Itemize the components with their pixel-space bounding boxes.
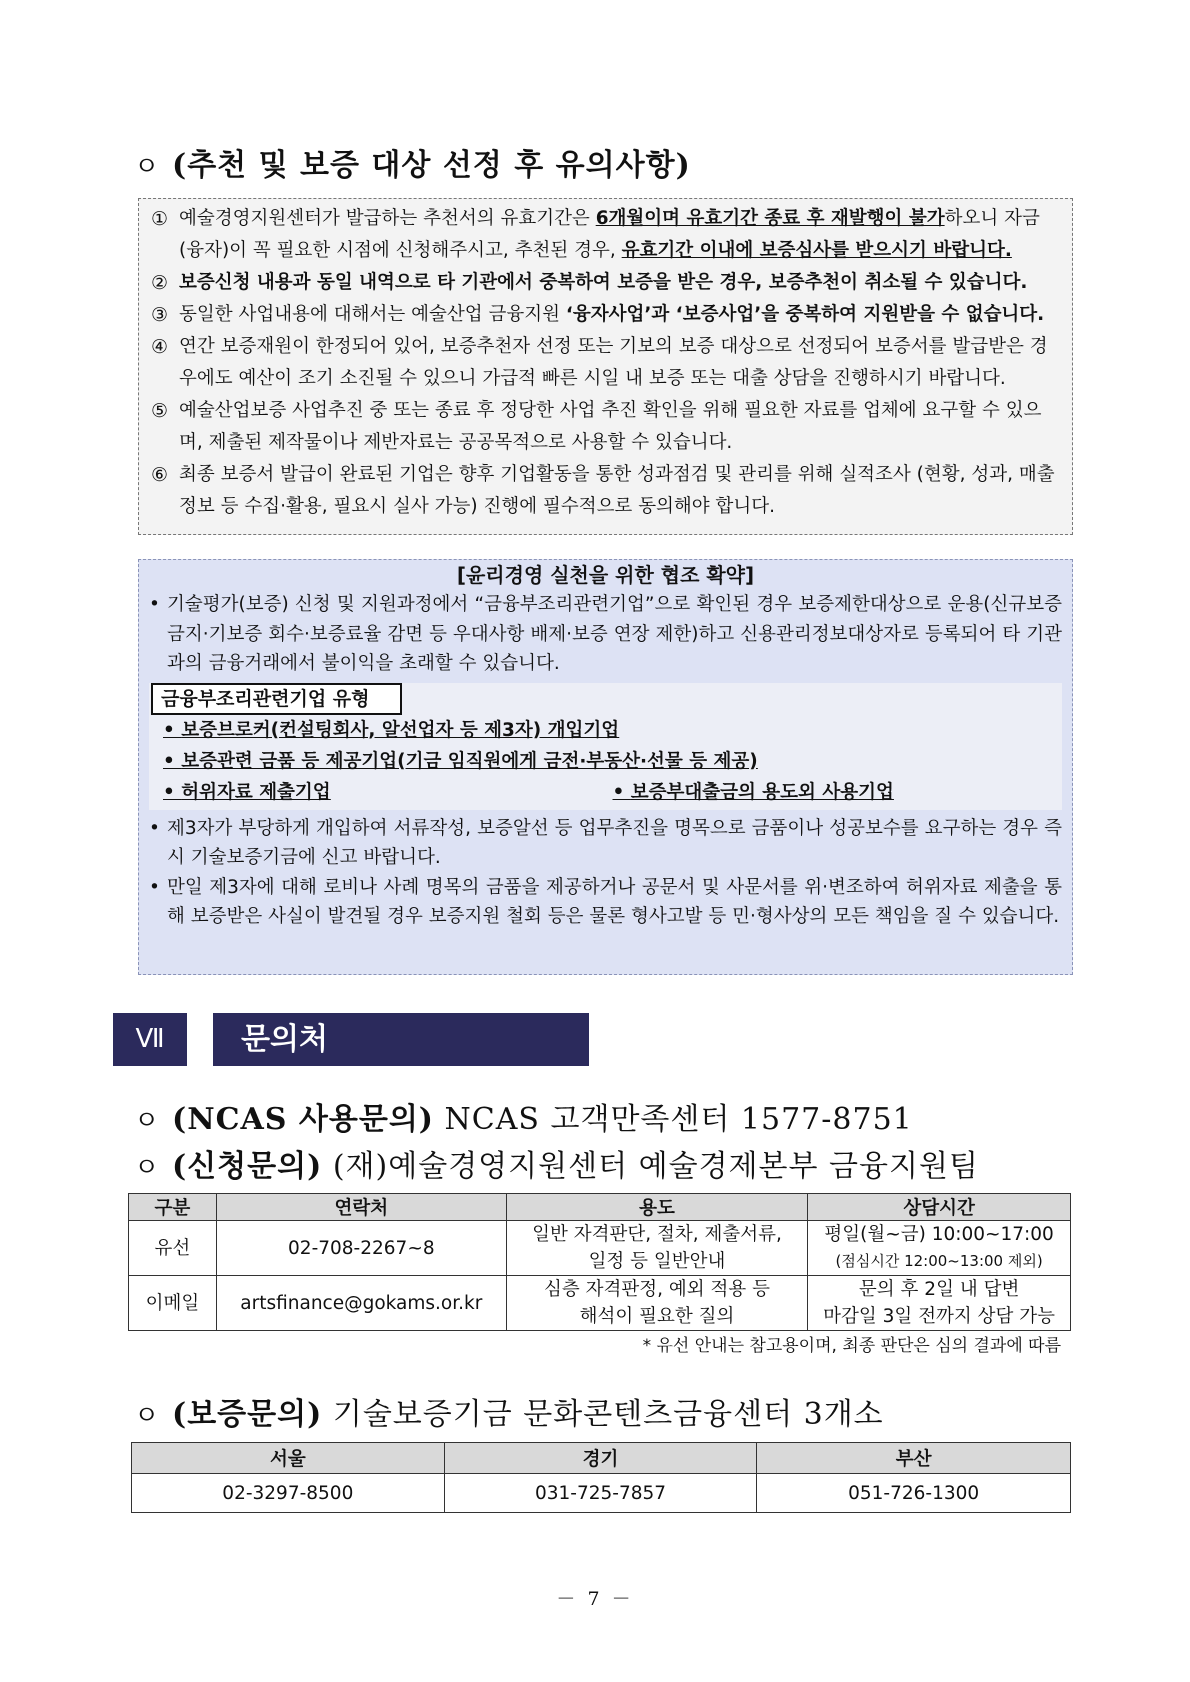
- fraud-type-text: • 보증관련 금품 등 제공기업(기금 임직원에게 금전·부동산·선물 등 제공): [163, 750, 758, 772]
- fraud-types: [149, 683, 1062, 810]
- heading-title: (추천 및 보증 대상 선정 후 유의사항): [172, 148, 691, 183]
- notice-item: [151, 203, 1062, 267]
- ethics-outro-text: 제3자가 부당하게 개입하여 서류작성, 보증알선 등 업무추진을 명목으로 금품이나 성공보수를 요구하는 경우 즉시 기술보증기금에 신고 바랍니다.: [167, 817, 1062, 868]
- contact-hours: 문의 후 2일 내 답변 마감일 3일 전까지 상담 가능: [808, 1276, 1071, 1331]
- ethics-outro-text: 만일 제3자에 대해 로비나 사례 명목의 금품을 제공하거나 공문서 및 사문서를 위·변조하여 허위자료 제출을 통해 보증받은 사실이 발견될 경우 보증지원 철회 등은 물론 형사고발 등 민·형사상의 모든 책임을 질 수 있습니다.: [167, 876, 1062, 927]
- notice-text: 최종 보증서 발급이 완료된 기업은 향후 기업활동을 통한 성과점검 및 관리를 위해 실적조사 (현황, 성과, 매출정보 등 수집·활용, 필요시 실사 가능) 진행에 필수적으로 동의해야 합니다.: [179, 464, 1055, 517]
- ethics-intro-text: 기술평가(보증) 신청 및 지원과정에서 “금융부조리관련기업”으로 확인된 경우 보증제한대상으로 운용(신규보증 금지·기보증 회수·보증료율 감면 등 우대사항 배제·보증 연장 제한)하고 신용관리정보대상자로 등록되어 타 기관과의 금융거래에서 불이익을 초래할 수 있습니다.: [167, 594, 1062, 674]
- notice-number: ⑥: [151, 464, 169, 486]
- notice-number: ④: [151, 336, 169, 358]
- fraud-type-item: [149, 746, 1062, 777]
- table-header-cell: 구분: [129, 1194, 217, 1221]
- inquiry-guarantee: [134, 1389, 884, 1433]
- notice-item: [151, 299, 1062, 331]
- notice-number: ②: [151, 272, 169, 294]
- table-header-row: [129, 1194, 1071, 1221]
- notice-text: 보증신청 내용과 동일 내역으로 타 기관에서 중복하여 보증을 받은 경우, 보증추천이 취소될 수 있습니다.: [179, 272, 1028, 293]
- inquiry-label: (보증문의): [172, 1397, 323, 1432]
- contact-type: 유선: [129, 1221, 217, 1276]
- notice-item: [151, 395, 1062, 459]
- table-header-cell: 부산: [757, 1443, 1071, 1474]
- section-number: Ⅶ: [113, 1013, 187, 1066]
- notice-item: [151, 267, 1062, 299]
- bullet-dot: •: [149, 817, 160, 839]
- inquiry-text: 기술보증기금 문화콘텐츠금융센터 3개소: [322, 1397, 884, 1432]
- inquiry-ncas: [134, 1094, 913, 1138]
- contact-table: [128, 1193, 1071, 1331]
- center-phone: 051-726-1300: [757, 1474, 1071, 1513]
- heading-bullet: ㅇ: [134, 1106, 161, 1136]
- notice-number: ③: [151, 304, 169, 326]
- inquiry-text: (재)예술경영지원센터 예술경제본부 금융지원팀: [322, 1149, 979, 1184]
- heading-bullet: ㅇ: [134, 1401, 161, 1431]
- ethics-outro-1: [149, 814, 1062, 873]
- contact-use: 심층 자격판정, 예외 적용 등 해석이 필요한 질의: [506, 1276, 807, 1331]
- table-header-cell: 경기: [444, 1443, 757, 1474]
- fraud-type-text: • 보증브로커(컨설팅회사, 알선업자 등 제3자) 개입기업: [163, 719, 620, 741]
- section-title: 문의처: [213, 1013, 589, 1066]
- table-header-cell: 연락처: [216, 1194, 506, 1221]
- notice-text: 연간 보증재원이 한정되어 있어, 보증추천자 선정 또는 기보의 보증 대상으로 선정되어 보증서를 발급받은 경우에도 예산이 조기 소진될 수 있으니 가급적 빠른 시일 내 보증 또는 대출 상담을 진행하시기 바랍니다.: [179, 336, 1048, 389]
- inquiry-label: (NCAS 사용문의): [172, 1102, 434, 1137]
- table-header-cell: 상담시간: [808, 1194, 1071, 1221]
- page-number: － 7 －: [556, 1588, 634, 1610]
- heading-bullet: ㅇ: [134, 1153, 161, 1183]
- table-row: [129, 1221, 1071, 1276]
- center-table: [131, 1442, 1071, 1513]
- notice-text: 예술산업보증 사업추진 중 또는 종료 후 정당한 사업 추진 확인을 위해 필요한 자료를 업체에 요구할 수 있으며, 제출된 제작물이나 제반자료는 공공목적으로 사용할 수 있습니다.: [179, 400, 1042, 453]
- notice-number: ⑤: [151, 400, 169, 422]
- ethics-box: [138, 559, 1073, 975]
- fraud-type-row: [149, 777, 1062, 808]
- inquiry-text: NCAS 고객만족센터 1577-8751: [434, 1102, 913, 1137]
- contact-use: 일반 자격판단, 절차, 제출서류, 일정 등 일반안내: [506, 1221, 807, 1276]
- notice-text: 예술경영지원센터가 발급하는 추천서의 유효기간은 6개월이며 유효기간 종료 후 재발행이 불가하오니 자금(융자)이 꼭 필요한 시점에 신청해주시고, 추천된 경우, 유효기간 이내에 보증심사를 받으시기 바랍니다.: [179, 208, 1040, 261]
- center-phone: 02-3297-8500: [132, 1474, 445, 1513]
- fraud-types-title: 금융부조리관련기업 유형: [151, 683, 402, 715]
- bullet-dot: •: [149, 594, 160, 615]
- notice-item: [151, 459, 1062, 523]
- bullet-dot: •: [149, 876, 160, 898]
- section-heading-notices: [134, 140, 691, 184]
- contact-value: artsfinance@gokams.or.kr: [216, 1276, 506, 1331]
- ethics-intro: [149, 590, 1062, 679]
- notice-text: 동일한 사업내용에 대해서는 예술산업 금융지원 ‘융자사업’과 ‘보증사업’을 중복하여 지원받을 수 없습니다.: [179, 304, 1045, 325]
- table-header-cell: 서울: [132, 1443, 445, 1474]
- table-row: [129, 1276, 1071, 1331]
- ethics-title: [윤리경영 실천을 위한 협조 확약]: [456, 563, 755, 587]
- notice-number: ①: [151, 208, 169, 230]
- fraud-type-text: • 보증부대출금의 용도외 사용기업: [612, 781, 894, 803]
- fraud-type-item: [149, 715, 1062, 746]
- contact-type: 이메일: [129, 1276, 217, 1331]
- heading-bullet: ㅇ: [134, 152, 161, 182]
- table-header-cell: 용도: [506, 1194, 807, 1221]
- table-header-row: [132, 1443, 1071, 1474]
- ethics-outro-2: [149, 873, 1062, 932]
- center-phone: 031-725-7857: [444, 1474, 757, 1513]
- notice-item: [151, 331, 1062, 395]
- table-note: * 유선 안내는 참고용이며, 최종 판단은 심의 결과에 따름: [642, 1336, 1061, 1356]
- inquiry-apply: [134, 1141, 979, 1185]
- table-row: [132, 1474, 1071, 1513]
- inquiry-label: (신청문의): [172, 1149, 323, 1184]
- notice-box: [138, 198, 1073, 535]
- contact-value: 02-708-2267~8: [216, 1221, 506, 1276]
- contact-hours: 평일(월~금) 10:00~17:00 (점심시간 12:00~13:00 제외): [808, 1221, 1071, 1276]
- fraud-type-text: • 허위자료 제출기업: [163, 781, 331, 803]
